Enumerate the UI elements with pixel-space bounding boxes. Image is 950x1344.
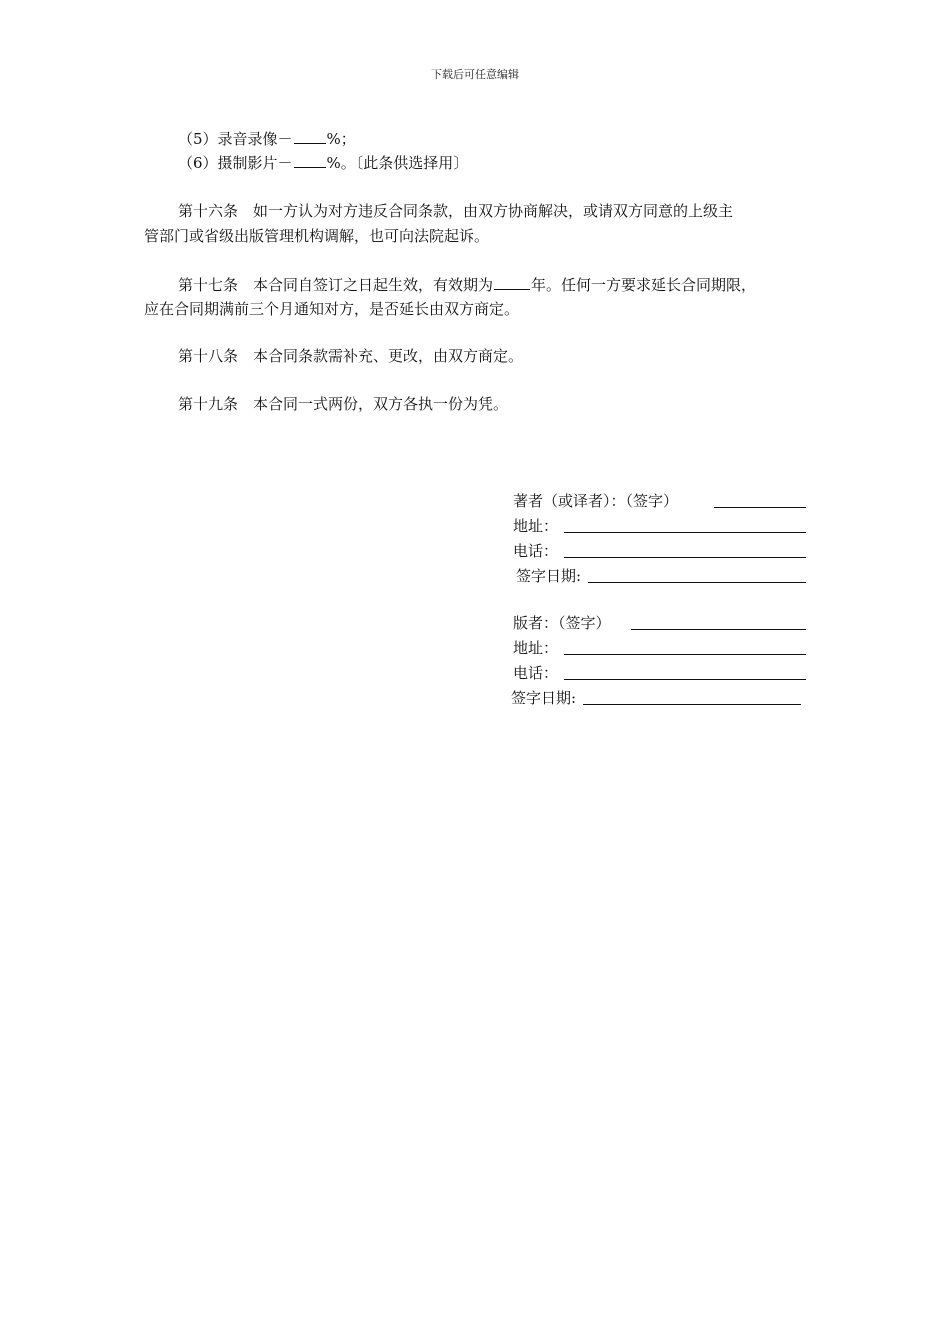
item-6-prefix: （6）摄制影片－ bbox=[178, 154, 293, 172]
author-phone-label: 电话： bbox=[513, 542, 559, 560]
item-6-suffix: %。〔此条供选择用〕 bbox=[326, 154, 469, 172]
item-5 bbox=[178, 128, 356, 149]
article-17-line-1 bbox=[178, 274, 756, 295]
article-18: 第十八条 本合同条款需补充、更改，由双方商定。 bbox=[178, 347, 524, 365]
header-note: 下载后可任意编辑 bbox=[431, 68, 519, 81]
publisher-sign-line bbox=[631, 629, 806, 630]
author-date-label: 签字日期: bbox=[516, 567, 582, 585]
publisher-phone-line bbox=[564, 679, 806, 680]
author-address-label: 地址： bbox=[513, 517, 559, 535]
publisher-date-label: 签字日期: bbox=[511, 689, 577, 707]
author-phone-line bbox=[564, 557, 806, 558]
publisher-phone-label: 电话： bbox=[513, 664, 559, 682]
article-17-line-2: 应在合同期满前三个月通知对方，是否延长由双方商定。 bbox=[144, 300, 520, 318]
publisher-address-label: 地址： bbox=[513, 639, 559, 657]
article-16-line-1: 第十六条 如一方认为对方违反合同条款，由双方协商解决，或请双方同意的上级主 bbox=[178, 202, 734, 220]
article-17-before: 第十七条 本合同自签订之日起生效，有效期为 bbox=[178, 276, 494, 294]
item-6-blank bbox=[294, 152, 326, 168]
item-5-blank bbox=[294, 128, 326, 144]
author-date-line bbox=[588, 582, 806, 583]
author-address-line bbox=[564, 532, 806, 533]
publisher-sign-label: 版者：（签字） bbox=[513, 614, 611, 632]
validity-years-blank bbox=[494, 274, 530, 290]
article-16-line-2: 管部门或省级出版管理机构调解，也可向法院起诉。 bbox=[144, 227, 490, 245]
author-sign-line bbox=[714, 507, 806, 508]
item-6 bbox=[178, 152, 468, 173]
article-19: 第十九条 本合同一式两份，双方各执一份为凭。 bbox=[178, 395, 509, 413]
item-5-suffix: %； bbox=[326, 130, 356, 148]
author-sign-label: 著者（或译者）：（签字） bbox=[513, 492, 679, 510]
publisher-date-line bbox=[583, 704, 801, 705]
article-17-after: 年。任何一方要求延长合同期限， bbox=[531, 276, 757, 294]
publisher-address-line bbox=[564, 654, 806, 655]
item-5-prefix: （5）录音录像－ bbox=[178, 130, 293, 148]
